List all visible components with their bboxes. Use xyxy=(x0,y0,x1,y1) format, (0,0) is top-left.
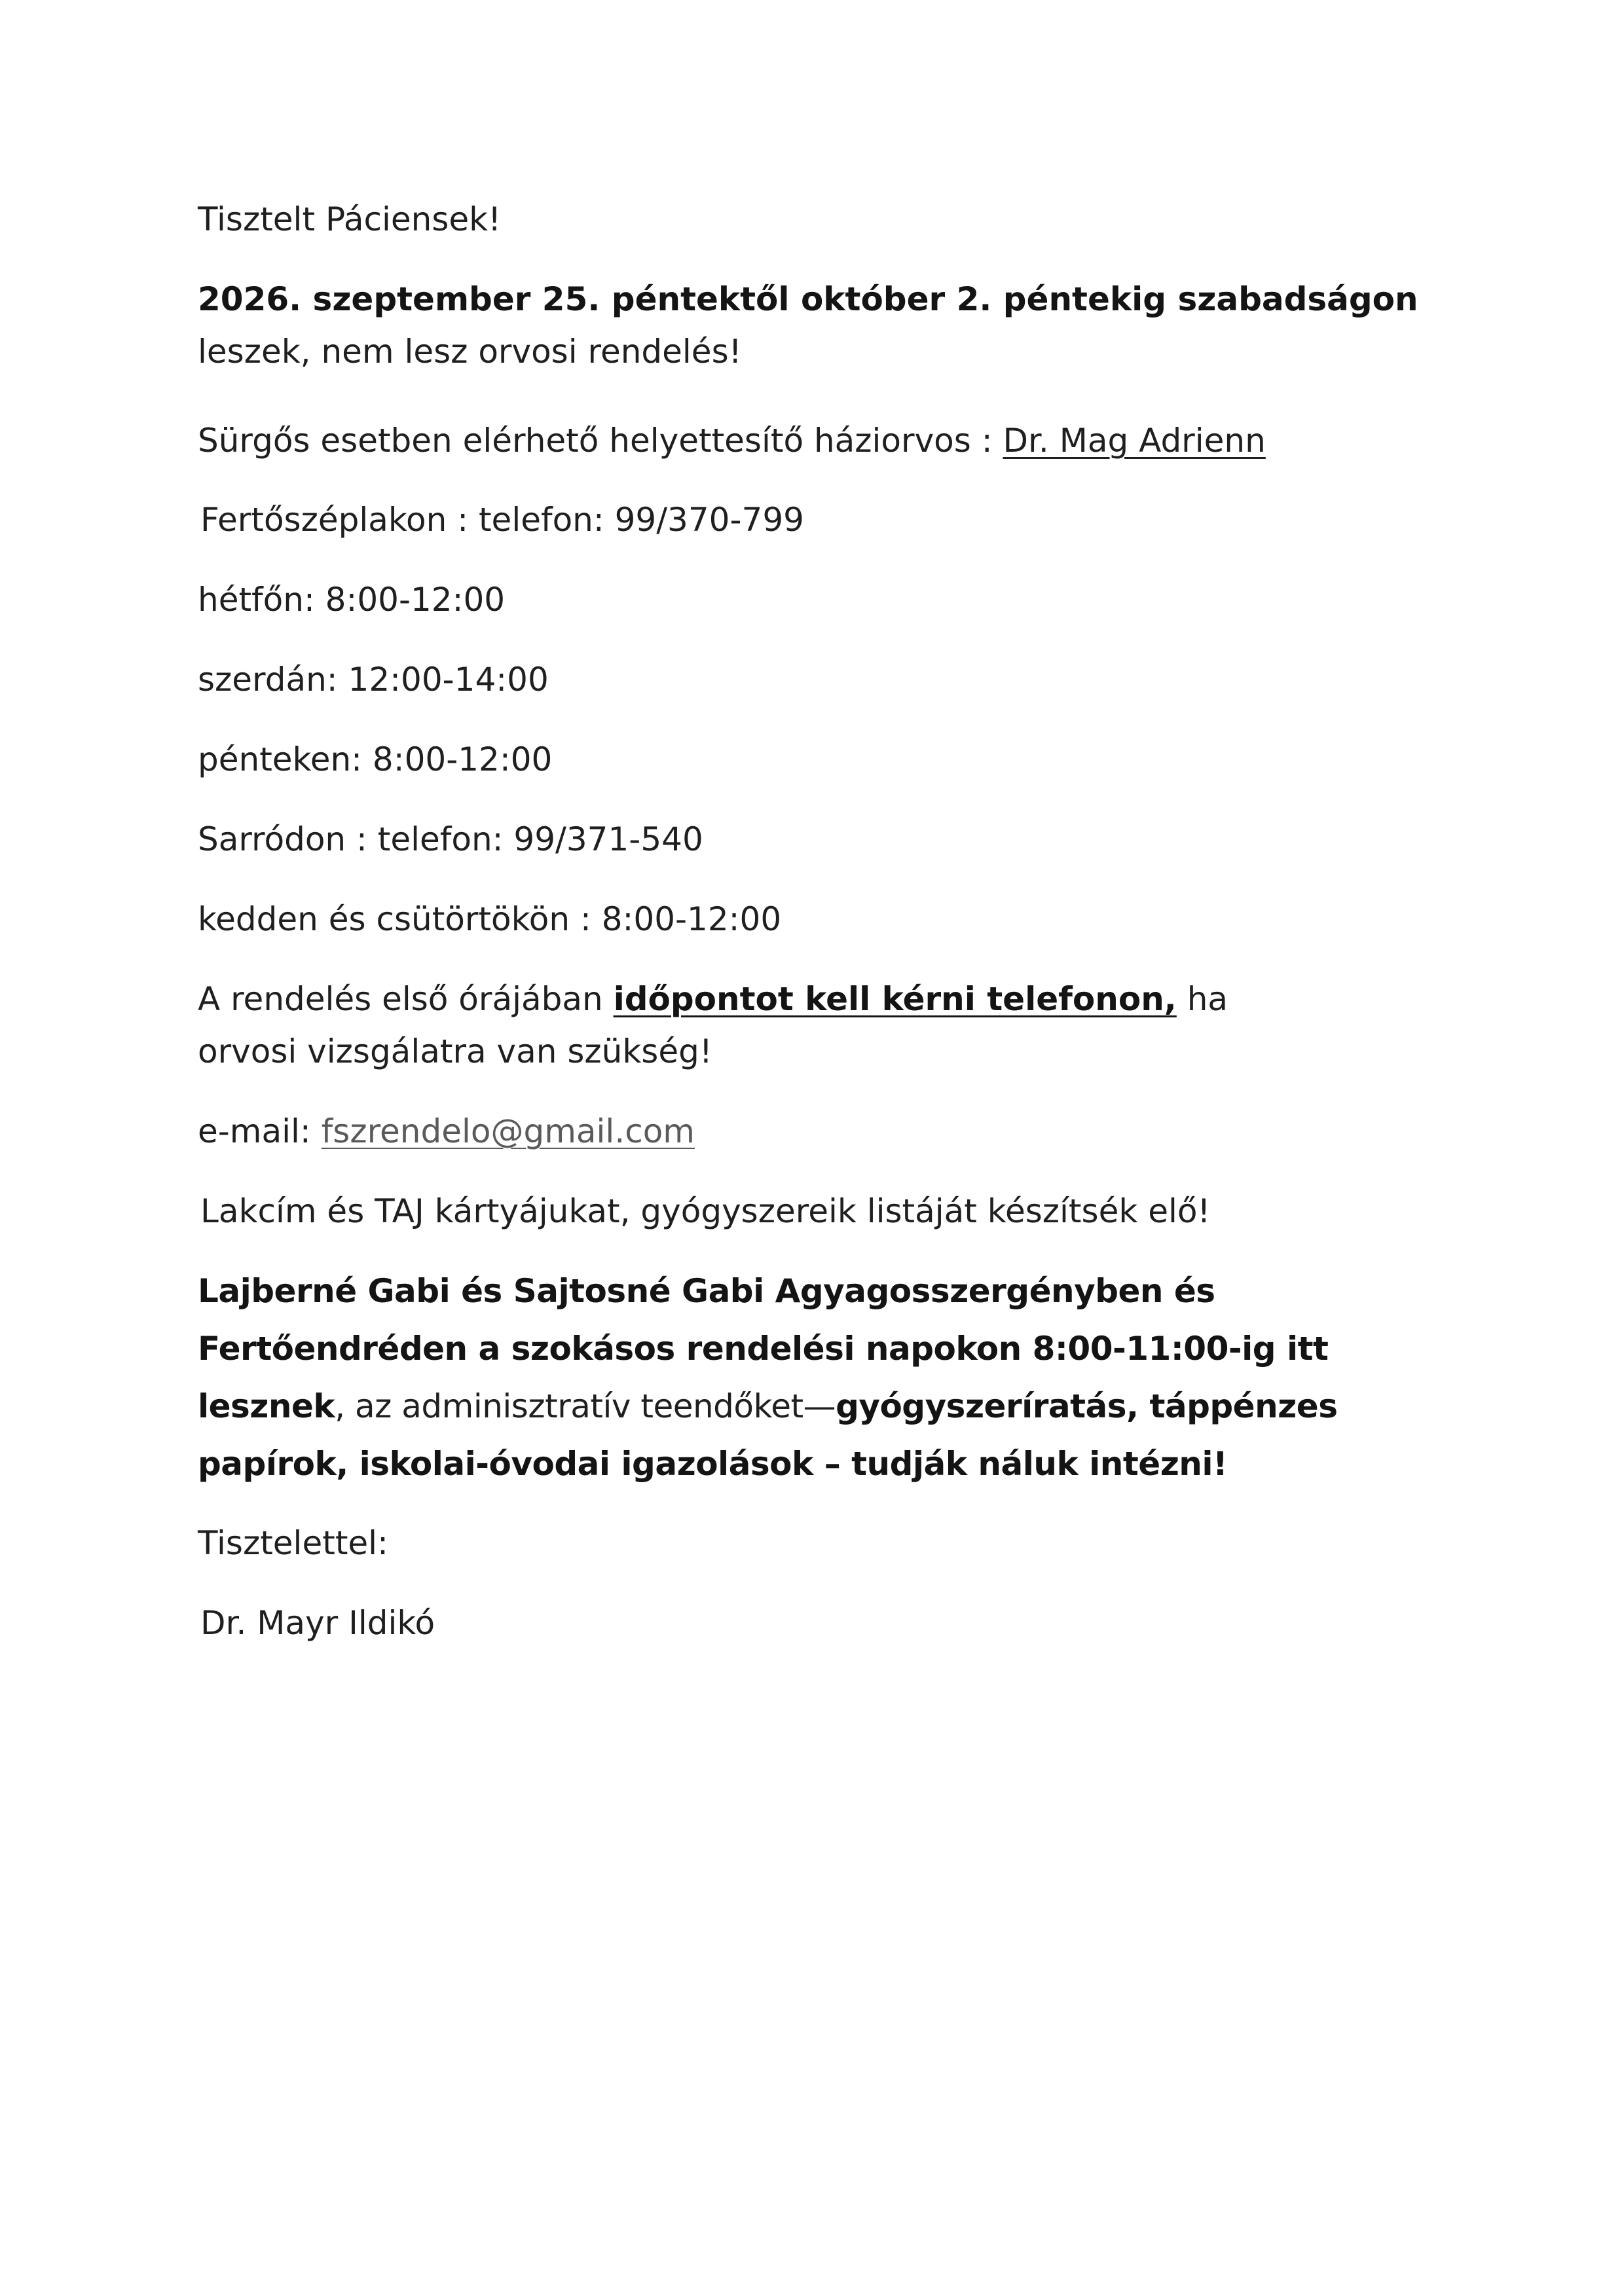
email-link[interactable]: fszrendelo@gmail.com xyxy=(321,1112,695,1150)
substitute-text: Sürgős esetben elérhető helyettesítő háziorvos : xyxy=(198,422,1003,460)
location1-phone: Fertőszéplakon : telefon: 99/370-799 xyxy=(200,501,804,539)
location1-hours-friday: pénteken: 8:00-12:00 xyxy=(198,740,553,778)
location2-phone: Sarródon : telefon: 99/371-540 xyxy=(198,820,703,858)
appointment-pre: A rendelés első órájában xyxy=(198,980,614,1018)
location1-hours-monday: hétfőn: 8:00-12:00 xyxy=(198,581,506,619)
signature: Dr. Mayr Ildikó xyxy=(200,1604,435,1642)
substitute-line xyxy=(198,412,1266,469)
greeting: Tisztelt Páciensek! xyxy=(198,200,502,238)
email-label: e-mail: xyxy=(198,1112,322,1150)
location2-hours: kedden és csütörtökön : 8:00-12:00 xyxy=(198,900,782,938)
assistants-line-3-bold: lesznek xyxy=(198,1387,335,1425)
assistants-line-2: Fertőendréden a szokásos rendelési napokon 8:00-11:00-ig itt xyxy=(198,1330,1329,1368)
assistants-line-3 xyxy=(198,1378,1337,1434)
assistants-line-3-normal: , az adminisztratív teendőket— xyxy=(335,1387,836,1425)
prepare-documents-line: Lakcím és TAJ kártyájukat, gyógyszereik listáját készítsék elő! xyxy=(200,1192,1211,1230)
location1-hours-wednesday: szerdán: 12:00-14:00 xyxy=(198,661,549,699)
assistants-line-4: papírok, iskolai-óvodai igazolások – tudják náluk intézni! xyxy=(198,1445,1228,1483)
appointment-highlight: időpontot kell kérni telefonon, xyxy=(613,980,1177,1018)
assistants-line-3-bold-2: gyógyszeríratás, táppénzes xyxy=(836,1387,1338,1425)
closing: Tisztelettel: xyxy=(198,1524,388,1562)
notice-headline: 2026. szeptember 25. péntektől október 2. péntekig szabadságon xyxy=(198,280,1418,318)
notice-line: leszek, nem lesz orvosi rendelés! xyxy=(198,333,742,371)
email-line xyxy=(198,1103,695,1159)
appointment-post: ha xyxy=(1176,980,1228,1018)
assistants-line-1: Lajberné Gabi és Sajtosné Gabi Agyagosszergényben és xyxy=(198,1272,1215,1310)
appointment-line xyxy=(198,971,1228,1027)
appointment-line-2: orvosi vizsgálatra van szükség! xyxy=(198,1032,712,1070)
substitute-doctor-name: Dr. Mag Adrienn xyxy=(1003,422,1266,460)
